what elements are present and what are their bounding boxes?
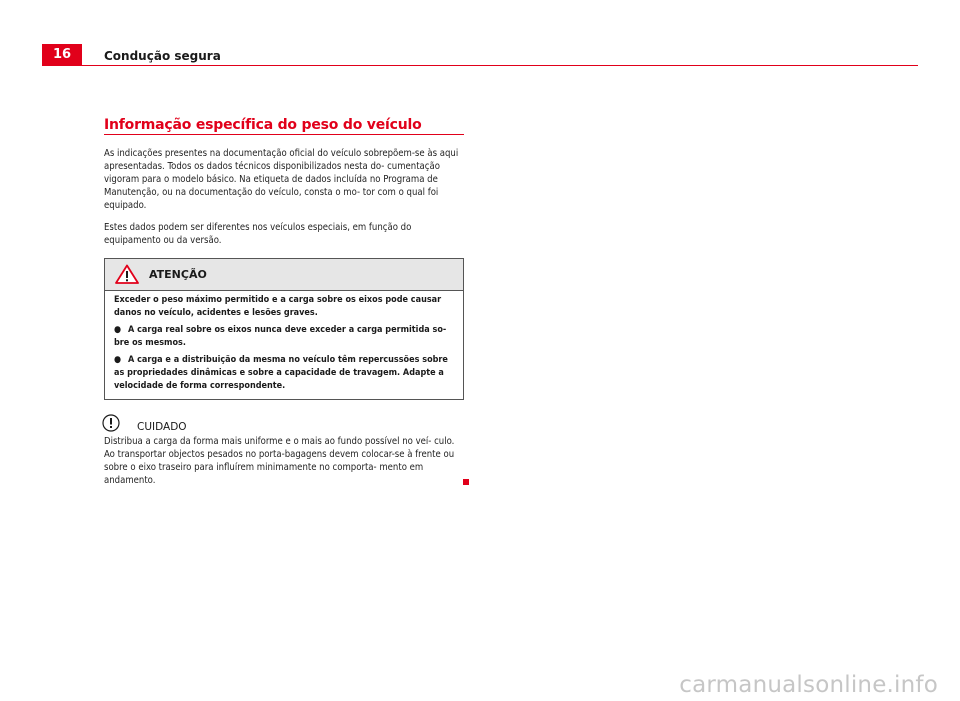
page-number: 16 bbox=[42, 44, 82, 66]
warning-label: ATENÇÃO bbox=[149, 268, 207, 281]
bullet-icon: ● bbox=[114, 355, 122, 365]
body-paragraph: As indicações presentes na documentação oficial do veículo sobrepõem-se às aqui apresentadas. Todos os dados técnicos disponibilizados nesta do- cumentação vigoram para o modelo básico. Na etiqueta de dados incluída no Programa de Manutenção, ou na documentação do veículo, consta o mo- tor com o qual foi equipado. bbox=[104, 148, 459, 211]
warning-box bbox=[104, 258, 464, 400]
bullet-icon: ● bbox=[114, 325, 122, 335]
warning-item-text: A carga e a distribuição da mesma no veículo têm repercussões sobre as propriedades dinâmicas e sobre a capacidade de travagem. Adapte a velocidade de forma correspondente. bbox=[114, 355, 448, 391]
warning-header bbox=[105, 259, 463, 291]
section-title: Informação específica do peso do veículo bbox=[104, 117, 422, 133]
section-divider bbox=[104, 134, 464, 135]
caution-note bbox=[104, 414, 464, 487]
chapter-title: Condução segura bbox=[104, 49, 221, 63]
warning-item-text: A carga real sobre os eixos nunca deve exceder a carga permitida so- bre os mesmos. bbox=[114, 325, 447, 348]
watermark-text: carmanualsonline.info bbox=[679, 672, 938, 698]
warning-item bbox=[114, 354, 455, 393]
body-paragraph: Estes dados podem ser diferentes nos veículos especiais, em função do equipamento ou da versão. bbox=[104, 222, 412, 246]
caution-text: Distribua a carga da forma mais uniforme e o mais ao fundo possível no veí- culo. Ao transportar objectos pesados no porta-bagagens devem colocar-se à frente ou sobre o eixo traseiro para influírem minimamente no comporta- mento em andamento. bbox=[104, 436, 455, 486]
warning-body bbox=[105, 291, 463, 399]
content-column bbox=[104, 116, 464, 487]
warning-triangle-icon bbox=[115, 264, 139, 284]
warning-item bbox=[114, 324, 455, 350]
caution-label: CUIDADO bbox=[137, 421, 187, 433]
header-divider bbox=[42, 65, 918, 66]
caution-exclamation-icon bbox=[102, 414, 120, 432]
warning-intro: Exceder o peso máximo permitido e a carga sobre os eixos pode causar danos no veículo, acidentes e lesões graves. bbox=[114, 295, 442, 318]
section-end-marker bbox=[463, 479, 469, 485]
